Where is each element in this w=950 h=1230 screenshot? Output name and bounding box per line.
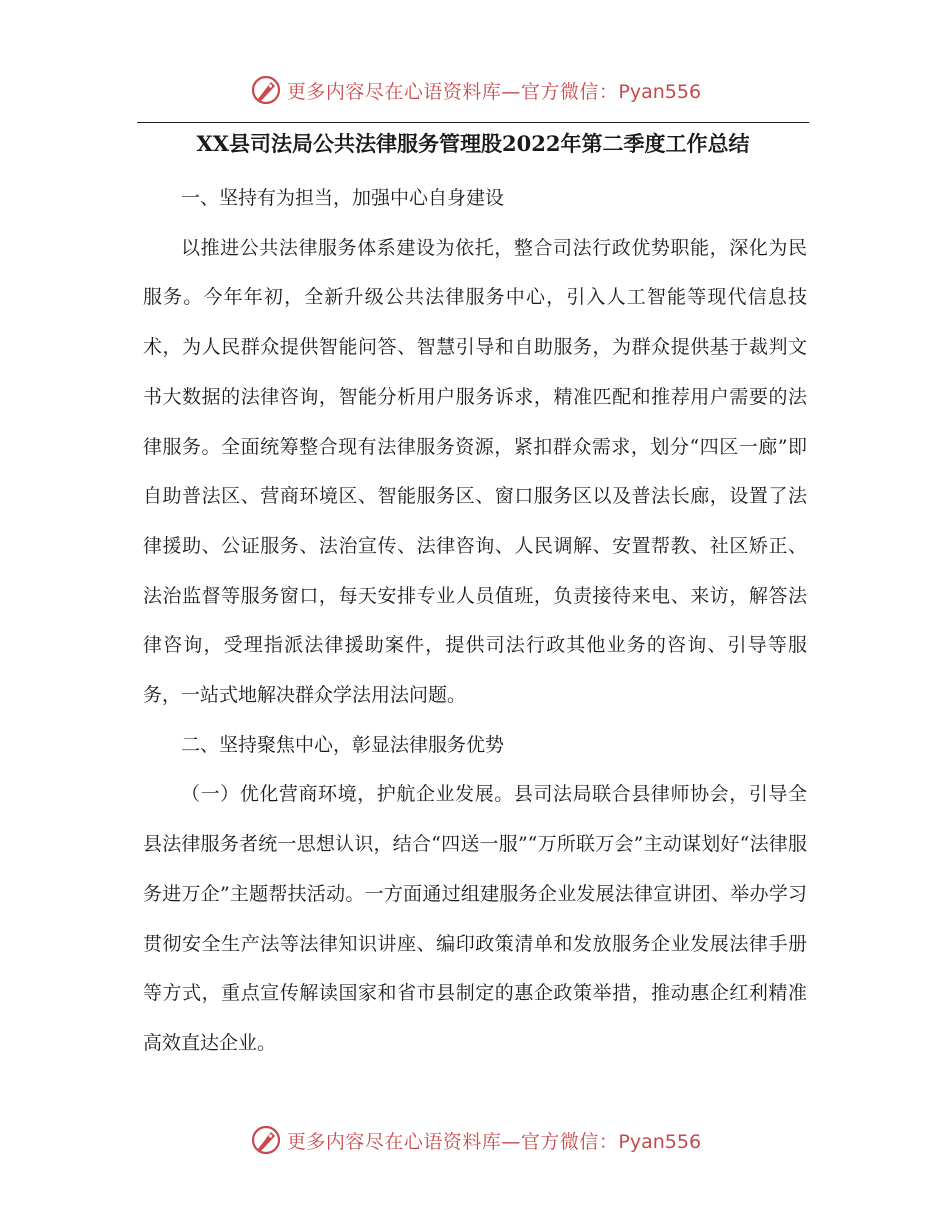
title-rule <box>137 122 809 123</box>
banner-text <box>287 1127 701 1154</box>
banner-caption: 更多内容尽在心语资料库—官方微信： <box>286 80 619 103</box>
banner-text <box>287 77 701 104</box>
paragraph-2: （一）优化营商环境，护航企业发展。县司法局联合县律师协会，引导全县法律服务者统一思想认识，结合“四送一服”“万所联万会”主动谋划好“法律服务进万企”主题帮扶活动。一方面通过组建服务企业发展法律宣讲团、举办学习贯彻安全生产法等法律知识讲座、编印政策清单和发放服务企业发展法律手册等方式，重点宣传解读国家和省市县制定的惠企政策举措，推动惠企红利精准高效直达企业。 <box>143 783 807 1054</box>
wechat-account: Pyan556 <box>618 80 702 103</box>
footer-banner <box>0 1120 950 1160</box>
wechat-account: Pyan556 <box>618 1130 702 1153</box>
banner-caption: 更多内容尽在心语资料库—官方微信： <box>286 1130 619 1153</box>
pen-nib-logo-icon <box>249 1123 283 1157</box>
header-banner <box>0 70 950 110</box>
document-title: XX县司法局公共法律服务管理股2022年第二季度工作总结 <box>196 131 750 156</box>
document-body <box>143 174 807 1069</box>
pen-nib-logo-icon <box>249 73 283 107</box>
paragraph-1: 以推进公共法律服务体系建设为依托，整合司法行政优势职能，深化为民服务。今年年初，全新升级公共法律服务中心，引入人工智能等现代信息技术，为人民群众提供智能问答、智慧引导和自助服务，为群众提供基于裁判文书大数据的法律咨询，智能分析用户服务诉求，精准匹配和推荐用户需要的法律服务。全面统筹整合现有法律服务资源，紧扣群众需求，划分“四区一廊”即自助普法区、营商环境区、智能服务区、窗口服务区以及普法长廊，设置了法律援助、公证服务、法治宣传、法律咨询、人民调解、安置帮教、社区矫正、法治监督等服务窗口，每天安排专业人员值班，负责接待来电、来访，解答法律咨询，受理指派法律援助案件，提供司法行政其他业务的咨询、引导等服务，一站式地解决群众学法用法问题。 <box>143 236 807 707</box>
section-heading-1: 一、坚持有为担当，加强中心自身建设 <box>181 187 505 209</box>
section-heading-2: 二、坚持聚焦中心，彰显法律服务优势 <box>181 733 505 756</box>
